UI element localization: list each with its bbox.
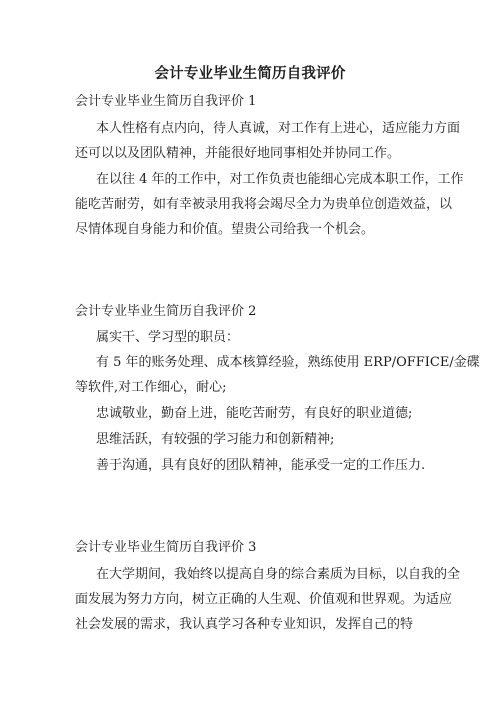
section-3-heading: 会计专业毕业生简历自我评价 3 [75,540,257,555]
section-2-line-4: 思维活跃，有较强的学习能力和创新精神; [96,432,335,447]
section-2-line-2a: 有 5 年的账务处理、成本核算经验，熟练使用 ERP/OFFICE/金碟 [96,355,480,370]
section-1-paragraph-2-line-3: 尽情体现自身能力和价值。望贵公司给我一个机会。 [75,222,375,237]
section-2-line-3: 忠诚敬业，勤奋上进，能吃苦耐劳，有良好的职业道德; [96,406,413,421]
section-1-paragraph-1-line-2: 还可以以及团队精神，并能很好地同事相处并协同工作。 [75,146,401,161]
section-1-paragraph-2-line-1: 在以往 4 年的工作中，对工作负责也能细心完成本职工作，工作 [96,172,464,187]
section-2-heading: 会计专业毕业生简历自我评价 2 [75,304,257,319]
section-2-line-5: 善于沟通，具有良好的团队精神，能承受一定的工作压力. [96,458,426,473]
section-1-paragraph-2-line-2: 能吃苦耐劳，如有幸被录用我将会竭尽全力为贵单位创造效益，以 [75,197,453,212]
document-title: 会计专业毕业生简历自我评价 [154,65,346,82]
section-3-line-2: 面发展为努力方向，树立正确的人生观、价值观和世界观。为适应 [75,592,453,607]
section-1-heading: 会计专业毕业生简历自我评价 1 [75,94,257,109]
section-2-line-2b: 等软件,对工作细心，耐心; [75,380,227,395]
section-2-line-1: 属实干、学习型的职员： [96,330,240,345]
section-3-line-1: 在大学期间，我始终以提高自身的综合素质为目标，以自我的全 [96,567,461,582]
section-3-line-3: 社会发展的需求，我认真学习各种专业知识，发挥自己的特 [75,617,414,632]
section-1-paragraph-1-line-1: 本人性格有点内向，待人真诚，对工作有上进心，适应能力方面 [96,121,461,136]
